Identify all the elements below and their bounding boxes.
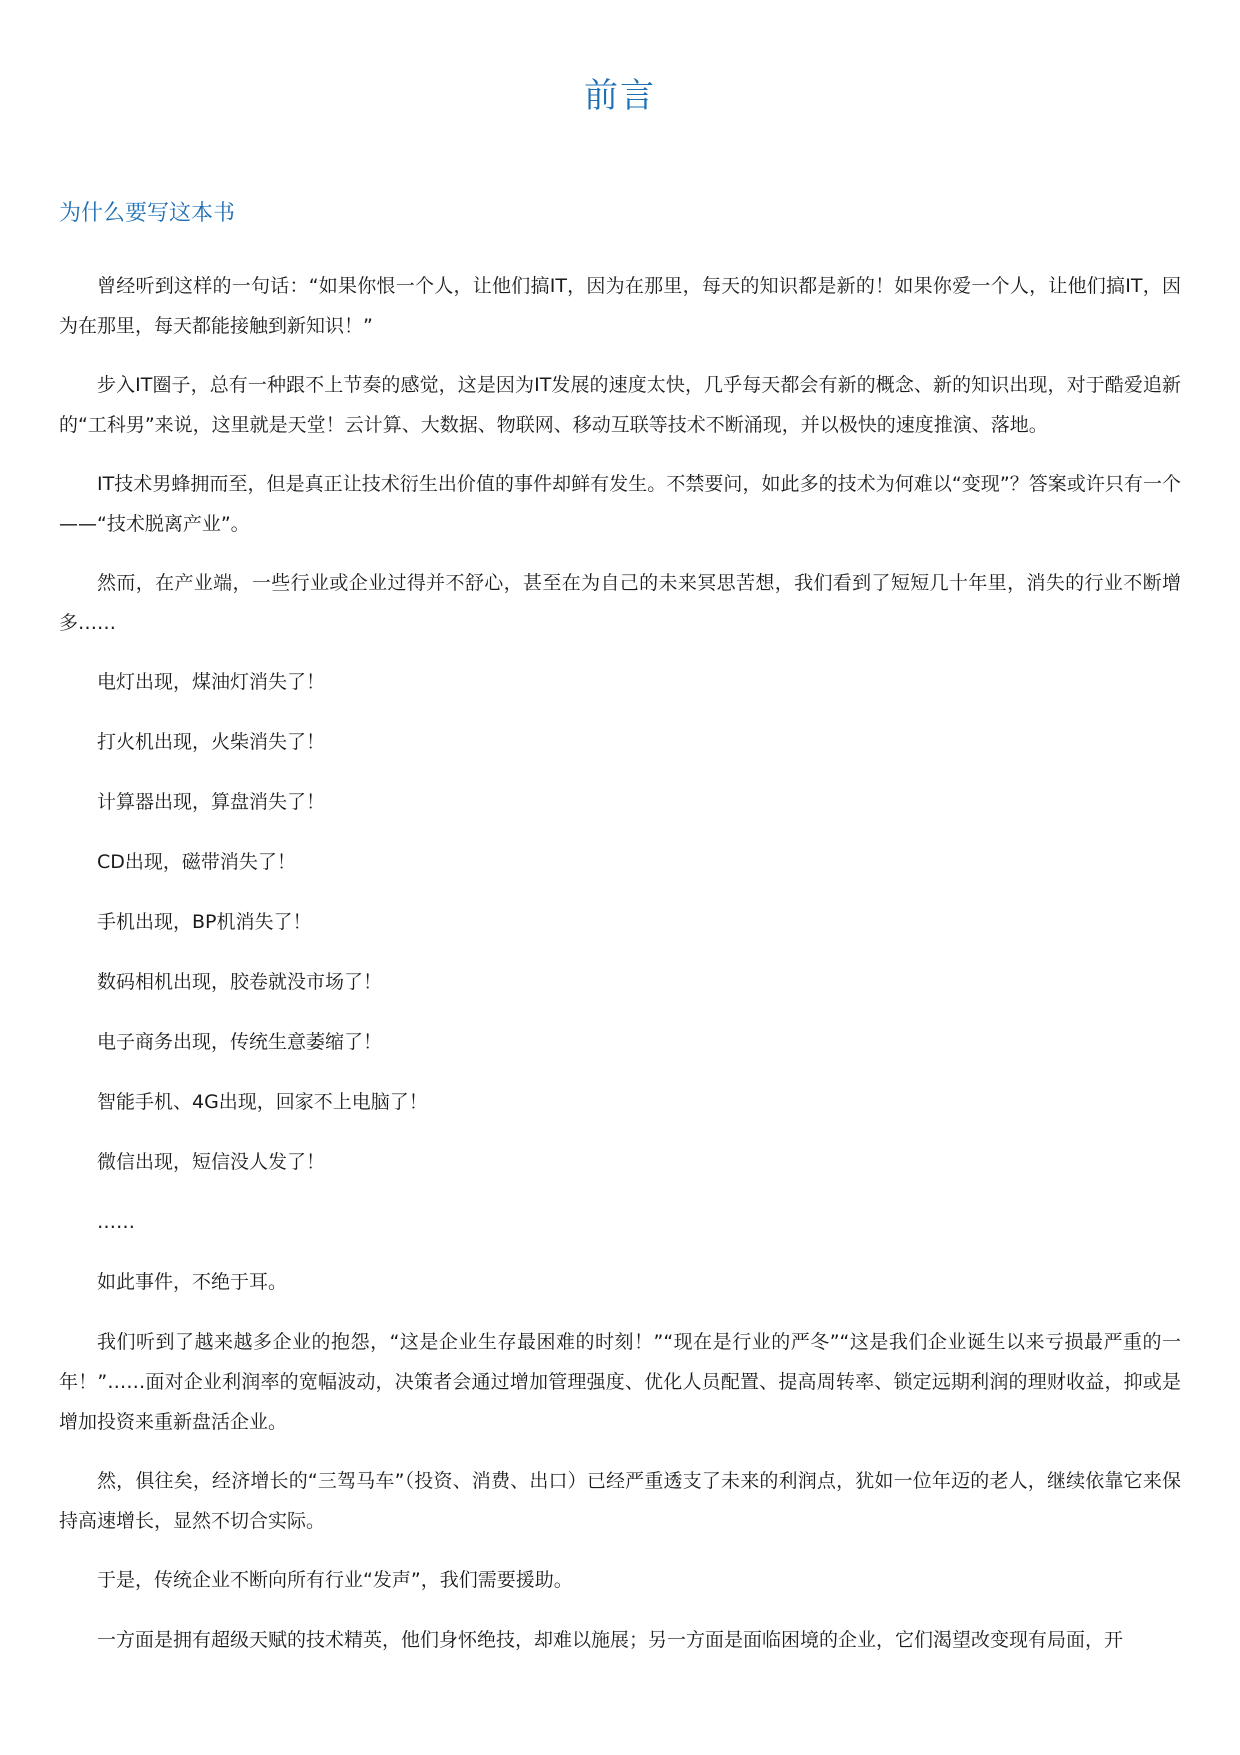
paragraph-6: 打火机出现，火柴消失了！ bbox=[97, 731, 326, 753]
paragraph-12: 智能手机、4G出现，回家不上电脑了！ bbox=[97, 1091, 428, 1113]
paragraph-19: 一方面是拥有超级天赋的技术精英，他们身怀绝技，却难以施展；另一方面是面临困境的企业，它们渴望改变现有局面，开 bbox=[97, 1629, 1124, 1651]
body-text bbox=[59, 266, 1181, 1660]
paragraph-8: CD出现，磁带消失了！ bbox=[97, 851, 296, 873]
paragraph-5: 电灯出现，煤油灯消失了！ bbox=[97, 671, 326, 693]
paragraph-11: 电子商务出现，传统生意萎缩了！ bbox=[97, 1031, 383, 1053]
paragraph-17: 然，俱往矣，经济增长的“三驾马车”（投资、消费、出口）已经严重透支了未来的利润点，犹如一位年迈的老人，继续依靠它来保持高速增长，显然不切合实际。 bbox=[59, 1470, 1181, 1532]
paragraph-4: 然而，在产业端，一些行业或企业过得并不舒心，甚至在为自己的未来冥思苦想，我们看到了短短几十年里，消失的行业不断增多…… bbox=[59, 572, 1181, 634]
paragraph-14: …… bbox=[97, 1211, 135, 1233]
paragraph-10: 数码相机出现，胶卷就没市场了！ bbox=[97, 971, 383, 993]
page-title: 前言 bbox=[584, 76, 656, 116]
paragraph-15: 如此事件，不绝于耳。 bbox=[97, 1271, 288, 1293]
paragraph-7: 计算器出现，算盘消失了！ bbox=[97, 791, 326, 813]
paragraph-1: 曾经听到这样的一句话：“如果你恨一个人，让他们搞IT，因为在那里，每天的知识都是新的！如果你爱一个人，让他们搞IT，因为在那里，每天都能接触到新知识！” bbox=[59, 275, 1181, 337]
section-heading: 为什么要写这本书 bbox=[59, 201, 236, 226]
paragraph-16: 我们听到了越来越多企业的抱怨，“这是企业生存最困难的时刻！”“现在是行业的严冬”“这是我们企业诞生以来亏损最严重的一年！”……面对企业利润率的宽幅波动，决策者会通过增加管理强度、优化人员配置、提高周转率、锁定远期利润的理财收益，抑或是增加投资来重新盘活企业。 bbox=[59, 1331, 1181, 1433]
paragraph-2: 步入IT圈子，总有一种跟不上节奏的感觉，这是因为IT发展的速度太快，几乎每天都会有新的概念、新的知识出现，对于酷爱追新的“工科男”来说，这里就是天堂！云计算、大数据、物联网、移动互联等技术不断涌现，并以极快的速度推演、落地。 bbox=[59, 374, 1181, 436]
paragraph-9: 手机出现，BP机消失了！ bbox=[97, 911, 312, 933]
paragraph-18: 于是，传统企业不断向所有行业“发声”，我们需要援助。 bbox=[97, 1569, 573, 1591]
paragraph-3: IT技术男蜂拥而至，但是真正让技术衍生出价值的事件却鲜有发生。不禁要问，如此多的技术为何难以“变现”？答案或许只有一个——“技术脱离产业”。 bbox=[59, 473, 1181, 535]
paragraph-13: 微信出现，短信没人发了！ bbox=[97, 1151, 326, 1173]
